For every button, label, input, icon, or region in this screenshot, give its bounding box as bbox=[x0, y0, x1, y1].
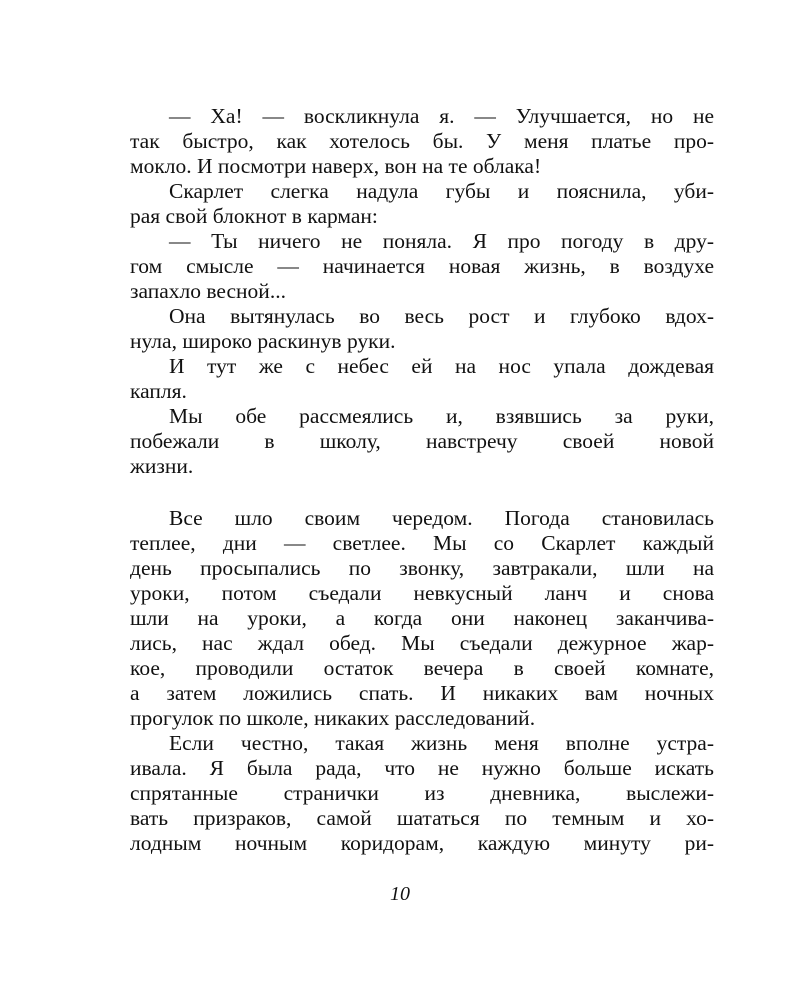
text-line: а затем ложились спать. И никаких вам ночных bbox=[130, 681, 714, 705]
text-line: шли на уроки, а когда они наконец заканчива- bbox=[130, 606, 714, 630]
text-line: запахло весной... bbox=[130, 279, 286, 303]
text-line: Она вытянулась во весь рост и глубоко вдох- bbox=[169, 304, 714, 328]
text-line: рая свой блокнот в карман: bbox=[130, 204, 378, 228]
text-section-1 bbox=[130, 104, 714, 479]
text-line: — Ха! — воскликнула я. — Улучшается, но не bbox=[169, 104, 714, 128]
text-line: — Ты ничего не поняла. Я про погоду в дру- bbox=[169, 229, 714, 253]
text-line: Мы обе рассмеялись и, взявшись за руки, bbox=[169, 404, 714, 428]
text-line: И тут же с небес ей на нос упала дождевая bbox=[169, 354, 714, 378]
text-line: Все шло своим чередом. Погода становилась bbox=[169, 506, 714, 530]
text-line: вать призраков, самой шататься по темным и хо- bbox=[130, 806, 714, 830]
text-line: спрятанные странички из дневника, выслежи- bbox=[130, 781, 714, 805]
page-number: 10 bbox=[390, 883, 410, 905]
text-line: день просыпались по звонку, завтракали, шли на bbox=[130, 556, 714, 580]
text-line: нула, широко раскинув руки. bbox=[130, 329, 396, 353]
text-line: капля. bbox=[130, 379, 187, 403]
text-line: прогулок по школе, никаких расследований. bbox=[130, 706, 536, 730]
text-line: Если честно, такая жизнь меня вполне устра- bbox=[169, 731, 714, 755]
text-line: Скарлет слегка надула губы и пояснила, уби- bbox=[169, 179, 714, 203]
text-line: уроки, потом съедали невкусный ланч и снова bbox=[130, 581, 714, 605]
text-line: так быстро, как хотелось бы. У меня платье про- bbox=[130, 129, 714, 153]
text-line: лись, нас ждал обед. Мы съедали дежурное жар- bbox=[130, 631, 714, 655]
text-line: гом смысле — начинается новая жизнь, в воздухе bbox=[130, 254, 714, 278]
text-line: мокло. И посмотри наверх, вон на те облака! bbox=[130, 154, 542, 178]
text-section-2 bbox=[130, 506, 714, 856]
text-line: побежали в школу, навстречу своей новой bbox=[130, 429, 714, 453]
text-line: ивала. Я была рада, что не нужно больше искать bbox=[130, 756, 714, 780]
text-line: кое, проводили остаток вечера в своей комнате, bbox=[130, 656, 714, 680]
text-line: жизни. bbox=[130, 454, 194, 478]
text-line: теплее, дни — светлее. Мы со Скарлет каждый bbox=[130, 531, 714, 555]
text-line: лодным ночным коридорам, каждую минуту ри- bbox=[130, 831, 714, 855]
